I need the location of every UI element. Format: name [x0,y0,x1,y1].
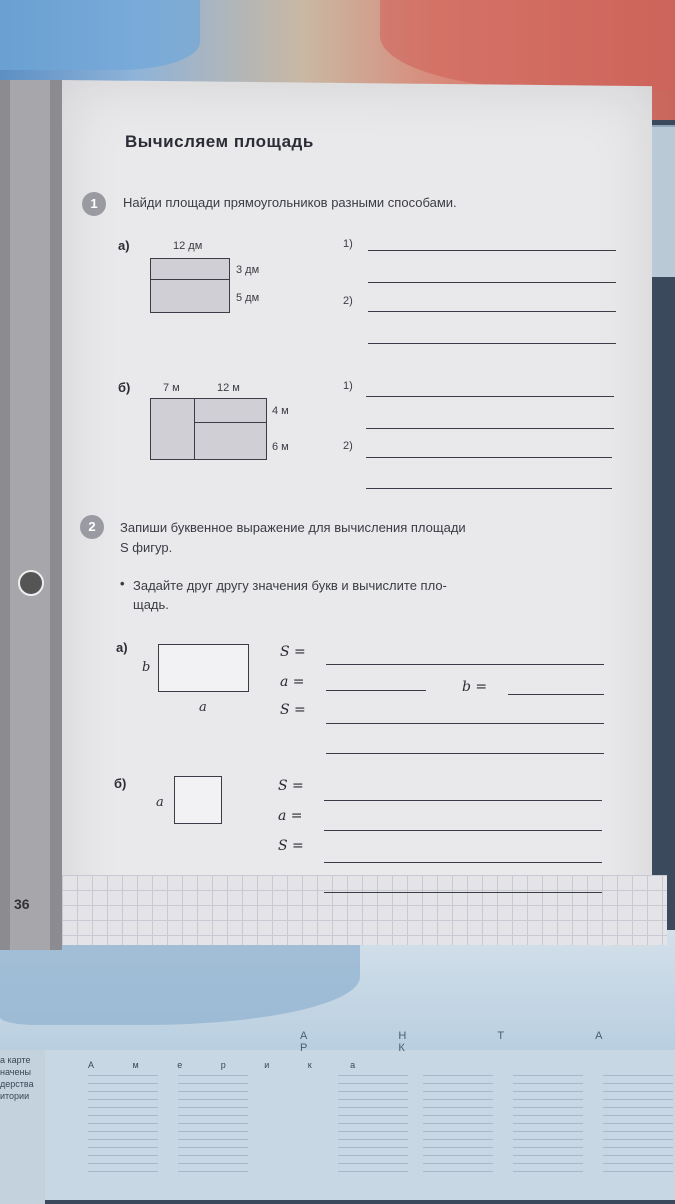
answer-line[interactable] [508,694,604,695]
task-text: Запиши буквенное выражение для вычисления площади [120,520,466,535]
formula-label: S = [280,644,306,660]
rectangle-figure [158,644,249,692]
legend-text: а карте [0,1055,31,1065]
answer-line[interactable] [326,723,604,724]
map-region-label: А Н Т А Р К [300,1030,647,1054]
answer-line[interactable] [324,800,602,801]
rectangle-part [150,258,230,280]
answer-line[interactable] [326,664,604,665]
task-number-badge: 2 [80,515,104,539]
page-number: 36 [14,896,30,912]
task-text: Найди площади прямоугольников разными способами. [123,195,457,210]
task-subtext: щадь. [133,597,169,612]
page-edge [0,80,62,950]
square-figure [174,776,222,824]
rectangle-part [194,398,267,423]
subtask-label: б) [118,380,131,395]
answer-line[interactable] [324,830,602,831]
map-land-shape [0,0,200,70]
answer-line[interactable] [326,690,426,691]
answer-line[interactable] [326,753,604,754]
page-edge-inner [10,80,50,950]
rectangle-part [150,279,230,313]
answer-line[interactable] [366,457,612,458]
formula-label: S = [280,702,306,718]
task-text: S фигур. [120,540,173,555]
dimension-label: 12 м [217,382,240,394]
answer-line[interactable] [368,343,616,344]
answer-number: 2) [343,440,353,452]
legend-column [338,1075,408,1175]
answer-line[interactable] [324,862,602,863]
legend-text: дерства [0,1079,34,1089]
dimension-label: 12 дм [173,240,203,252]
legend-column [178,1075,248,1175]
rectangle-part [150,398,195,460]
formula-label: a = [278,808,303,824]
formula-label: a = [280,674,305,690]
dimension-label: 3 дм [236,264,260,276]
side-label: a [199,700,207,715]
answer-number: 1) [343,238,353,250]
task-number-badge: 1 [82,192,106,216]
formula-label: S = [278,838,304,854]
legend-column [603,1075,673,1175]
side-label: a [156,795,164,810]
legend-heading: А м е р и к а [88,1060,374,1070]
rectangle-part [194,422,267,460]
legend-column [88,1075,158,1175]
formula-label: b = [462,679,488,695]
answer-line[interactable] [366,488,612,489]
answer-line[interactable] [324,892,602,893]
dimension-label: 4 м [272,405,289,417]
answer-line[interactable] [368,311,616,312]
dimension-label: 5 дм [236,292,260,304]
map-legend-left [0,1050,45,1204]
legend-text: начены [0,1067,31,1077]
answer-line[interactable] [368,250,616,251]
subtask-label: б) [114,776,127,791]
legend-column [513,1075,583,1175]
subtask-label: а) [118,238,130,253]
bullet-icon: • [120,576,125,591]
dimension-label: 6 м [272,441,289,453]
answer-line[interactable] [366,396,614,397]
dimension-label: 7 м [163,382,180,394]
page-title: Вычисляем площадь [125,132,314,151]
subtask-label: а) [116,640,128,655]
answer-number: 1) [343,380,353,392]
task-subtext: Задайте друг другу значения букв и вычислите пло- [133,578,447,593]
answer-line[interactable] [368,282,616,283]
answer-line[interactable] [366,428,614,429]
legend-text: итории [0,1091,30,1101]
map-land-shape [380,0,675,90]
formula-label: S = [278,778,304,794]
sticker-icon [18,570,44,596]
side-label: b [142,660,151,675]
grid-strip [62,875,667,945]
answer-number: 2) [343,295,353,307]
legend-column [423,1075,493,1175]
